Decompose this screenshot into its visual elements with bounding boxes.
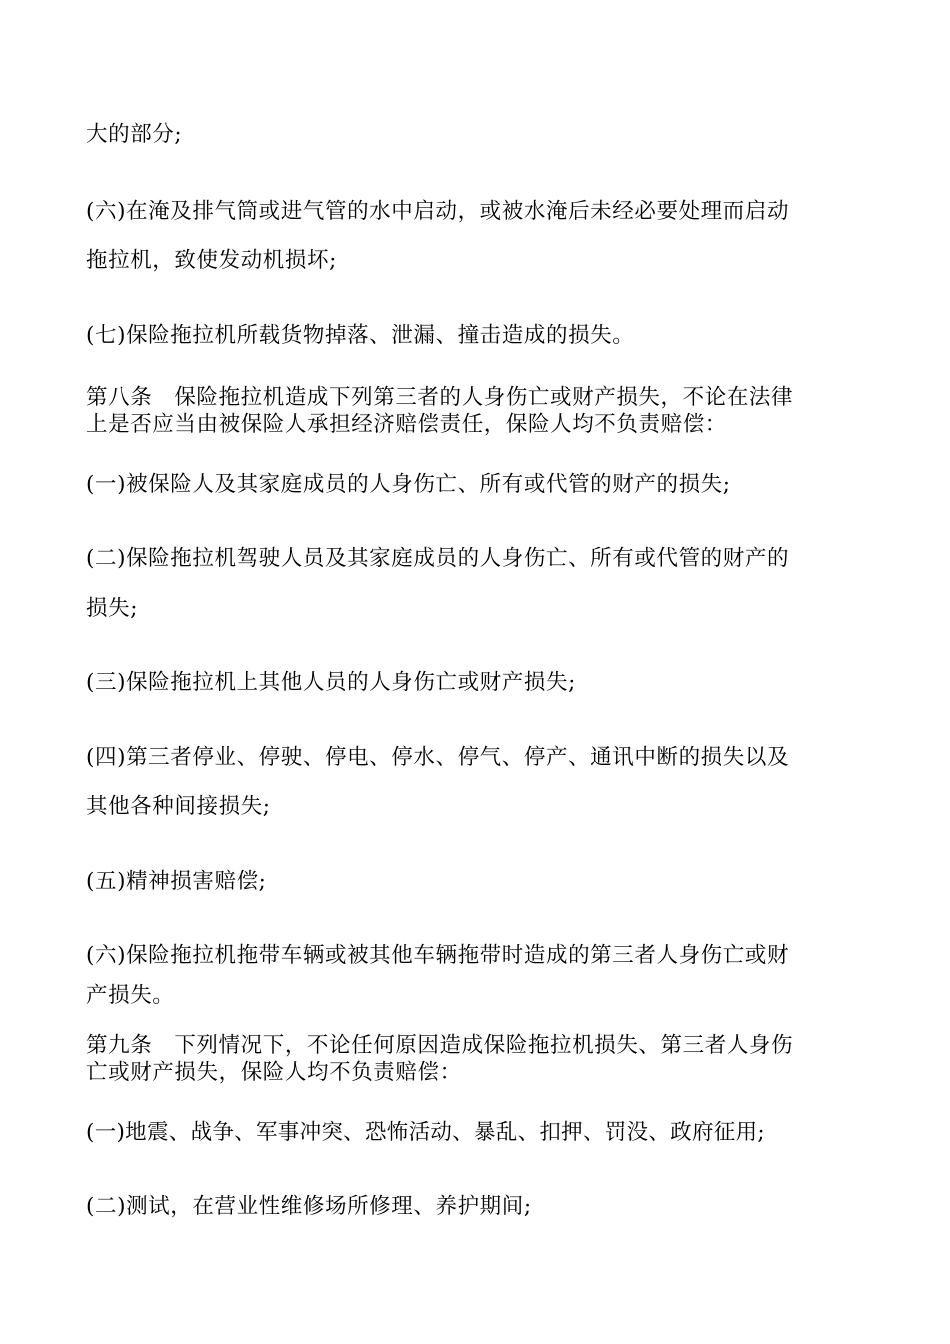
text-line: (一)地震、战争、军事冲突、恐怖活动、暴乱、扣押、罚没、政府征用; <box>86 1120 765 1145</box>
text-line: 产损失。 <box>86 983 175 1008</box>
text-line: (六)在淹及排气筒或进气管的水中启动，或被水淹后未经必要处理而启动 <box>86 199 790 224</box>
text-line: 亡或财产损失，保险人均不负责赔偿： <box>86 1060 462 1085</box>
text-line: (七)保险拖拉机所载货物掉落、泄漏、撞击造成的损失。 <box>86 323 635 348</box>
article-8-text: 保险拖拉机造成下列第三者的人身伤亡或财产损失，不论在法律 <box>174 385 794 410</box>
article-9-label: 第九条 <box>86 1033 153 1058</box>
text-line: (六)保险拖拉机拖带车辆或被其他车辆拖带时造成的第三者人身伤亡或财 <box>86 943 790 968</box>
article-9-heading-line <box>86 1032 886 1060</box>
article-8-heading-line <box>86 384 886 412</box>
text-line: 上是否应当由被保险人承担经济赔偿责任，保险人均不负责赔偿： <box>86 412 727 437</box>
text-line: (四)第三者停业、停驶、停电、停水、停气、停产、通讯中断的损失以及 <box>86 745 790 770</box>
text-line: (二)保险拖拉机驾驶人员及其家庭成员的人身伤亡、所有或代管的财产的 <box>86 546 790 571</box>
text-line: 拖拉机，致使发动机损坏; <box>86 248 337 273</box>
article-8-label: 第八条 <box>86 385 153 410</box>
text-line: (一)被保险人及其家庭成员的人身伤亡、所有或代管的财产的损失; <box>86 472 731 497</box>
article-9-text: 下列情况下，不论任何原因造成保险拖拉机损失、第三者人身伤 <box>174 1033 794 1058</box>
text-line: (五)精神损害赔偿; <box>86 869 267 894</box>
text-line: (三)保险拖拉机上其他人员的人身伤亡或财产损失; <box>86 670 576 695</box>
text-line: 损失; <box>86 596 139 621</box>
text-line: (二)测试，在营业性维修场所修理、养护期间; <box>86 1194 532 1219</box>
text-line: 大的部分; <box>86 122 183 147</box>
text-line: 其他各种间接损失; <box>86 794 271 819</box>
